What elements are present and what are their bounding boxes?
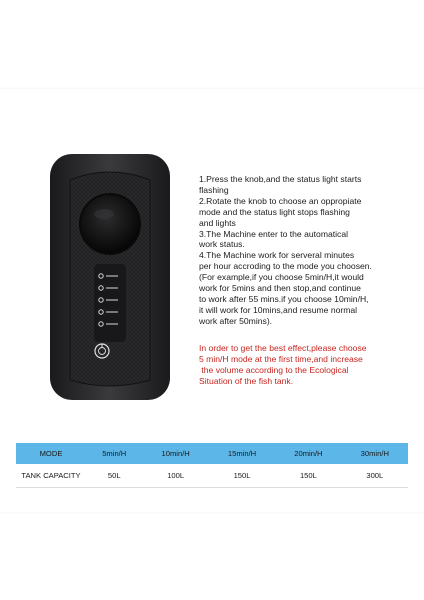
instruction-line: flashing [199, 184, 229, 195]
note-line: the volume according to the Ecological [199, 364, 349, 375]
table-header-cell: 10min/H [142, 443, 208, 464]
table-header-cell: 15min/H [209, 443, 275, 464]
table-header-cell: 30min/H [342, 443, 408, 464]
instruction-line: and lights [199, 217, 236, 228]
table-cell: 150L [209, 464, 275, 488]
instruction-line: 3.The Machine enter to the automatical [199, 228, 349, 239]
instruction-line: to work after 55 mins.if you choose 10min/H, [199, 293, 369, 304]
table-header-row [16, 443, 408, 464]
note-line: 5 min/H mode at the first time,and increase [199, 353, 363, 364]
table-cell: 50L [86, 464, 142, 488]
note-line: Situation of the fish tank. [199, 375, 294, 386]
instruction-line: 4.The Machine work for serveral minutes [199, 250, 355, 261]
instruction-line: mode and the status light stops flashing [199, 206, 350, 217]
note-line: In order to get the best effect,please choose [199, 343, 367, 353]
instruction-line: (For example,if you choose 5min/H,it would [199, 272, 364, 283]
capacity-table [16, 443, 408, 488]
table-row [16, 464, 408, 488]
air-pump-device [48, 152, 172, 402]
instruction-line: it will work for 10mins,and resume normal [199, 304, 358, 315]
instruction-line: work after 50mins). [199, 315, 273, 326]
table-header-cell: MODE [16, 443, 86, 464]
instruction-line: per hour accroding to the mode you choosen. [199, 261, 372, 272]
instruction-line: 1.Press the knob,and the status light starts [199, 174, 362, 184]
table-cell: 300L [342, 464, 408, 488]
table-header-cell: 20min/H [275, 443, 341, 464]
instructions-text [199, 174, 411, 327]
table-cell: 100L [142, 464, 208, 488]
instruction-line: work status. [199, 239, 245, 250]
knob-icon [80, 194, 140, 254]
instruction-line: work for 5mins and then stop,and continue [199, 283, 361, 294]
table-cell: TANK CAPACITY [16, 464, 86, 488]
instruction-line: 2.Rotate the knob to choose an oppropiate [199, 195, 362, 206]
table-cell: 150L [275, 464, 341, 488]
table-header-cell: 5min/H [86, 443, 142, 464]
tip-note [199, 343, 411, 387]
